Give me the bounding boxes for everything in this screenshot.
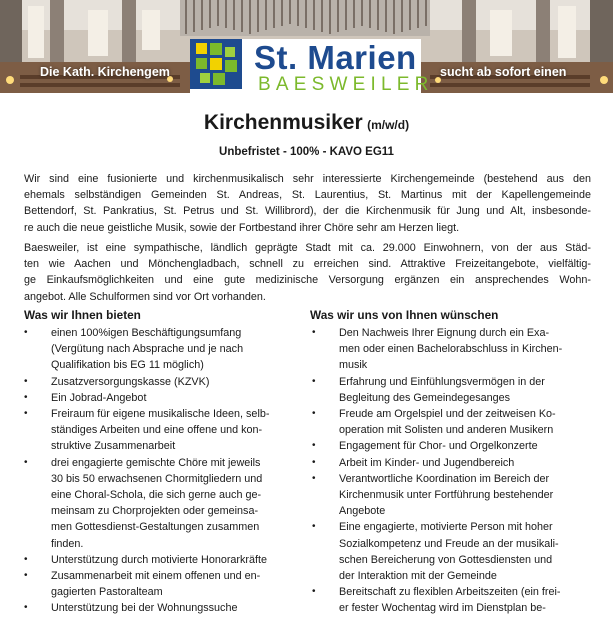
offer-item-line: (Vergütung nach Absprache und je nach <box>51 343 244 356</box>
expect-item <box>310 406 595 438</box>
expect-item-line: Arbeit im Kinder- und Jugendbereich <box>339 456 515 469</box>
paragraph-line: Wir sind eine fusionierte und kirchenmusikalisch sehr interessierte Kirchengemeinde (bestehend aus den <box>24 173 591 185</box>
expect-item-line: men oder einen Bachelorabschluss in Kirchen- <box>339 343 563 356</box>
offer-item-line: einen 100%igen Beschäftigungsumfang <box>51 327 242 339</box>
job-subtitle: Unbefristet - 100% - KAVO EG11 <box>219 146 394 158</box>
expect-item-line: musik <box>339 359 368 372</box>
expect-item-line: Kirchenmusik unter Fortführung bestehender <box>339 489 554 502</box>
expect-item-line: operation mit Solisten und anderen Musikern <box>339 424 554 437</box>
offer-item-line: ständiges Arbeiten und eine offene und kon- <box>51 424 263 437</box>
offer-item-line: drei engagierte gemischte Chöre mit jeweils <box>51 456 261 469</box>
bullet-icon: • <box>312 408 316 420</box>
bullet-icon: • <box>24 570 28 582</box>
expect-item <box>310 455 595 471</box>
offer-item <box>22 374 302 390</box>
bullet-icon: • <box>312 456 316 468</box>
bullet-icon: • <box>312 327 316 338</box>
bullet-icon: • <box>24 602 28 614</box>
bullet-icon: • <box>312 440 316 452</box>
offer-item-line: men Gottesdienst-Gestaltungen zusammen <box>51 521 260 534</box>
offer-item-line: Qualifikation bis EG 11 möglich) <box>51 359 204 372</box>
expect-item-line: Angebote <box>339 505 386 518</box>
bullet-icon: • <box>312 521 316 533</box>
logo-mosaic-icon <box>190 39 242 89</box>
offer-list <box>22 325 302 617</box>
paragraph-line: angebot. Alle Schulformen sind vor Ort vorhanden. <box>24 290 266 303</box>
expect-item-line: Freude am Orgelspiel und der zeitweisen Ko- <box>339 408 556 421</box>
expect-item <box>310 584 595 616</box>
banner-right-text: sucht ab sofort einen <box>440 65 567 79</box>
bullet-icon: • <box>24 408 28 420</box>
offer-item <box>22 406 302 455</box>
paragraph-line: re auch die neue geistliche Musik, sowie der Fortbestand ihrer Chöre sehr am Herzen liegt. <box>24 221 460 234</box>
offer-item <box>22 455 302 552</box>
offer-item-line: Ein Jobrad-Angebot <box>51 391 147 404</box>
expect-item-line: Erfahrung und Einfühlungsvermögen in der <box>339 375 545 388</box>
bullet-icon: • <box>24 375 28 387</box>
paragraph-line: Baesweiler, ist eine sympathische, ländlich geprägte Stadt mit ca. 29.000 Einwohnern, von der aus Städ- <box>24 242 591 254</box>
logo-title: St. Marien <box>254 39 417 76</box>
offer-item-line: Zusatzversorgungskasse (KZVK) <box>51 375 210 388</box>
expect-item <box>310 325 595 374</box>
expect-item-line: Engagement für Chor- und Orgelkonzerte <box>339 440 538 453</box>
expect-item <box>310 374 595 406</box>
expect-heading: Was wir uns von Ihnen wünschen <box>310 308 499 322</box>
bullet-icon: • <box>24 553 28 565</box>
offer-item <box>22 552 302 568</box>
offer-heading: Was wir Ihnen bieten <box>24 308 141 322</box>
offer-item-line: finden. <box>51 537 84 550</box>
offer-item-line: Unterstützung durch motivierte Honorarkräfte <box>51 553 268 566</box>
bullet-icon: • <box>24 456 28 468</box>
expect-item <box>310 438 595 454</box>
expect-item-line: schen Bereicherung von Gottesdiensten und <box>339 553 553 566</box>
bullet-icon: • <box>24 327 28 338</box>
expect-item-line: der Interaktion mit der Gemeinde <box>339 570 497 583</box>
expect-item <box>310 519 595 584</box>
expect-item-line: Bereitschaft zu flexiblen Arbeitszeiten (ein frei- <box>339 586 561 599</box>
job-title: Kirchenmusiker <box>203 111 363 134</box>
offer-item-line: meinsam zu Chorprojekten oder gemeinsa- <box>51 505 259 518</box>
expect-item-line: Sozialkompetenz und Freude an der musikali- <box>339 537 559 550</box>
paragraph-line: ge Einkaufsmöglichkeiten und eine gute medizinische Versorgung ergänzen ein ansprechendes Wohn- <box>24 274 591 287</box>
header-banner <box>0 0 613 93</box>
intro-paragraph-1 <box>24 171 591 236</box>
job-title-suffix: (m/w/d) <box>367 118 410 132</box>
bullet-icon: • <box>312 472 316 484</box>
paragraph-line: ten wie Aachen und Mönchengladbach, schnell zu erreichen sind. Attraktive Freizeitangebote, vielfältig- <box>24 258 591 271</box>
paragraph-line: ehemals selbständigen Gemeinden St. Andreas, St. Laurentius, St. Martinus mit der Kapellengemeinde <box>24 189 591 202</box>
intro-paragraph-2 <box>24 240 591 305</box>
offer-item <box>22 390 302 406</box>
offer-item-line: Unterstützung bei der Wohnungssuche <box>51 602 238 615</box>
bullet-icon: • <box>24 391 28 403</box>
bullet-icon: • <box>312 586 316 598</box>
offer-item-line: 30 bis 50 erwachsenen Chormitgliedern und <box>51 472 263 485</box>
logo-subtitle: BAESWEILER <box>258 74 434 93</box>
offer-item-line: Zusammenarbeit mit einem offenen und en- <box>51 570 261 583</box>
offer-item-line: eine Choral-Schola, die sich gerne auch ge- <box>51 489 262 502</box>
offer-item <box>22 325 302 374</box>
expect-item-line: Den Nachweis Ihrer Eignung durch ein Exa- <box>339 327 550 339</box>
offer-item-line: gagierten Pastoralteam <box>51 586 163 599</box>
bullet-icon: • <box>312 375 316 387</box>
expect-item-line: Begleitung des Gemeindegesanges <box>339 391 511 404</box>
offer-item <box>22 568 302 600</box>
offer-item <box>22 600 302 616</box>
st-marien-logo <box>190 39 434 93</box>
expect-item-line: er fester Wochentag wird im Dienstplan be- <box>339 602 546 615</box>
expect-list <box>310 325 595 617</box>
offer-item-line: Freiraum für eigene musikalische Ideen, selb- <box>51 408 270 421</box>
expect-item-line: Eine engagierte, motivierte Person mit hoher <box>339 521 553 534</box>
expect-item <box>310 471 595 520</box>
page-title <box>0 111 613 135</box>
banner-left-text: Die Kath. Kirchengem <box>40 65 170 79</box>
expect-item-line: Verantwortliche Koordination im Bereich der <box>339 472 550 485</box>
offer-item-line: struktive Zusammenarbeit <box>51 440 176 453</box>
paragraph-line: Bettendorf, St. Pankratius, St. Petrus und St. Willibrord), der die Kirchenmusik für Jung und Alt, insbesonde- <box>24 205 591 218</box>
